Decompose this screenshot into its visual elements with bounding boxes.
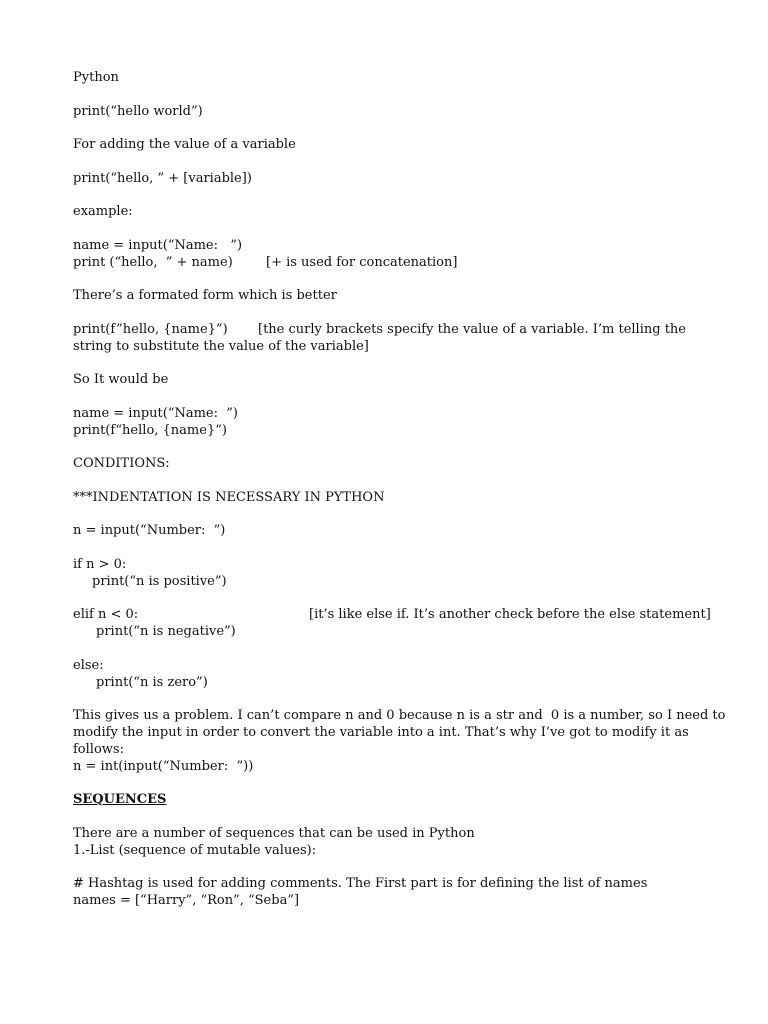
text-line-indentation: ***INDENTATION IS NECESSARY IN PYTHON bbox=[73, 490, 385, 505]
code-line-elif: elif n < 0: bbox=[73, 607, 139, 622]
code-line-else-body: print(“n is zero”) bbox=[96, 675, 208, 690]
code-line-name-input: name = input(“Name: ”) bbox=[73, 238, 243, 253]
note-curly-brackets-2: string to substitute the value of the variable] bbox=[73, 339, 369, 354]
code-line-else: else: bbox=[73, 658, 104, 673]
text-line-formatted: There’s a formated form which is better bbox=[73, 288, 337, 303]
note-curly-brackets-1: [the curly brackets specify the value of a variable. I’m telling the bbox=[258, 322, 686, 337]
text-line-problem-1: This gives us a problem. I can’t compare n and 0 because n is a str and 0 is a number, so I need to bbox=[73, 708, 726, 723]
text-line-example: example: bbox=[73, 204, 133, 219]
note-concatenation: [+ is used for concatenation] bbox=[266, 255, 458, 270]
heading-sequences: SEQUENCES bbox=[73, 792, 167, 807]
code-line-print-variable: print(“hello, ” + [variable]) bbox=[73, 171, 252, 186]
text-line-problem-2: modify the input in order to convert the variable into a int. That’s why I’ve got to modify it as bbox=[73, 725, 689, 740]
text-line-would-be: So It would be bbox=[73, 372, 169, 387]
text-line-adding-variable: For adding the value of a variable bbox=[73, 137, 296, 152]
code-line-names-list: names = [“Harry”, “Ron”, “Seba”] bbox=[73, 893, 300, 908]
note-elif: [it’s like else if. It’s another check before the else statement] bbox=[309, 607, 711, 622]
text-line-sequences-intro: There are a number of sequences that can be used in Python bbox=[73, 826, 475, 841]
text-line-list: 1.-List (sequence of mutable values): bbox=[73, 843, 317, 858]
code-line-fstring-2: print(f“hello, {name}”) bbox=[73, 423, 227, 438]
code-line-if-body: print(“n is positive”) bbox=[92, 574, 227, 589]
code-line-print-hello: print(“hello world”) bbox=[73, 104, 203, 119]
code-line-if: if n > 0: bbox=[73, 557, 127, 572]
text-line-conditions: CONDITIONS: bbox=[73, 456, 170, 471]
doc-title: Python bbox=[73, 70, 119, 85]
text-line-problem-3: follows: bbox=[73, 742, 124, 757]
code-line-int-input: n = int(input(“Number: ”)) bbox=[73, 759, 254, 774]
code-line-name-input-2: name = input(“Name: ”) bbox=[73, 406, 238, 421]
text-line-hashtag: # Hashtag is used for adding comments. The First part is for defining the list of names bbox=[73, 876, 648, 891]
code-line-print-concat: print (“hello, ” + name) bbox=[73, 255, 233, 270]
code-line-number-input: n = input(“Number: ”) bbox=[73, 523, 226, 538]
code-line-elif-body: print(“n is negative”) bbox=[96, 624, 236, 639]
code-line-fstring: print(f”hello, {name}”) bbox=[73, 322, 228, 337]
